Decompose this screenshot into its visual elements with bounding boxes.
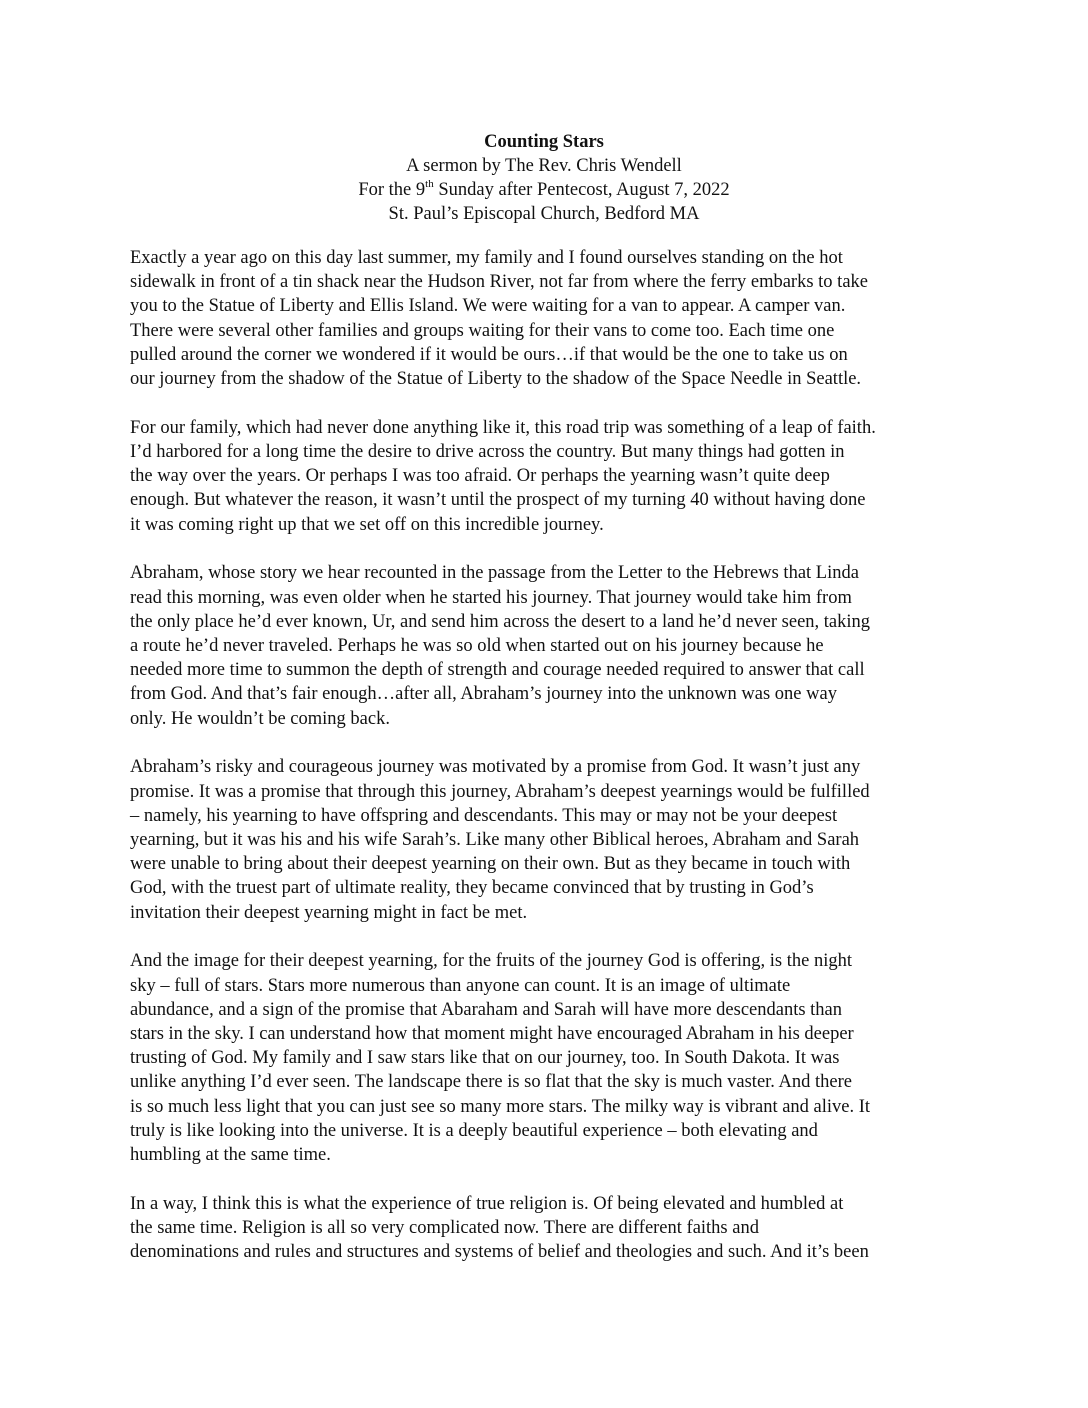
text-line: the same time. Religion is all so very complicated now. There are different faiths and (130, 1218, 759, 1239)
text-line: only. He wouldn’t be coming back. (130, 708, 390, 729)
sermon-occasion (0, 178, 1088, 202)
text-line: the way over the years. Or perhaps I was too afraid. Or perhaps the yearning wasn’t quite deep (130, 466, 830, 487)
text-line: were unable to bring about their deepest yearning on their own. But as they became in touch with (130, 854, 851, 875)
text-line: the only place he’d ever known, Ur, and send him across the desert to a land he’d never seen, taking (130, 611, 871, 632)
paragraph-2 (130, 416, 962, 537)
text-line: you to the Statue of Liberty and Ellis Island. We were waiting for a van to appear. A camper van. (130, 296, 846, 317)
text-line: sidewalk in front of a tin shack near the Hudson River, not far from where the ferry embarks to take (130, 272, 868, 293)
text-line: denominations and rules and structures and systems of belief and theologies and such. And it’s been (130, 1242, 869, 1263)
text-line: yearning, but it was his and his wife Sarah’s. Like many other Biblical heroes, Abraham and Sarah (130, 830, 860, 851)
sermon-body (130, 246, 962, 1264)
text-line: promise. It was a promise that through this journey, Abraham’s deepest yearnings would be fulfilled (130, 781, 870, 802)
text-line: And the image for their deepest yearning, for the fruits of the journey God is offering, is the night (130, 951, 852, 972)
text-line: invitation their deepest yearning might in fact be met. (130, 902, 528, 923)
text-line: In a way, I think this is what the experience of true religion is. Of being elevated and humbled at (130, 1193, 844, 1214)
text-line: read this morning, was even older when he started his journey. That journey would take him from (130, 587, 852, 608)
text-line: humbling at the same time. (130, 1145, 331, 1166)
text-line: Abraham, whose story we hear recounted in the passage from the Letter to the Hebrews that Linda (130, 563, 859, 584)
sermon-header (0, 130, 1088, 226)
text-line: our journey from the shadow of the Statue of Liberty to the shadow of the Space Needle in Seattle. (130, 369, 862, 390)
text-line: Abraham’s risky and courageous journey was motivated by a promise from God. It wasn’t just any (130, 757, 861, 778)
text-line: a route he’d never traveled. Perhaps he was so old when started out on his journey because he (130, 636, 824, 657)
text-line: enough. But whatever the reason, it wasn’t until the prospect of my turning 40 without having done (130, 490, 866, 511)
paragraph-3 (130, 561, 962, 730)
text-line: stars in the sky. I can understand how that moment might have encouraged Abraham in his deeper (130, 1024, 854, 1045)
occasion-suffix: Sunday after Pentecost, August 7, 2022 (433, 180, 730, 200)
sermon-byline: A sermon by The Rev. Chris Wendell (406, 156, 682, 176)
text-line: abundance, and a sign of the promise that Abaraham and Sarah will have more descendants than (130, 999, 843, 1020)
text-line: sky – full of stars. Stars more numerous than anyone can count. It is an image of ultimate (130, 975, 791, 996)
text-line: Exactly a year ago on this day last summer, my family and I found ourselves standing on the hot (130, 248, 843, 268)
text-line: For our family, which had never done anything like it, this road trip was something of a leap of faith. (130, 417, 876, 438)
text-line: pulled around the corner we wondered if it would be ours…if that would be the one to take us on (130, 344, 848, 365)
occasion-prefix: For the 9 (358, 180, 426, 200)
paragraph-1 (130, 246, 962, 391)
text-line: God, with the truest part of ultimate reality, they became convinced that by trusting in God’s (130, 878, 814, 899)
paragraph-4 (130, 755, 962, 924)
text-line: from God. And that’s fair enough…after all, Abraham’s journey into the unknown was one way (130, 684, 837, 705)
text-line: trusting of God. My family and I saw stars like that on our journey, too. In South Dakota. It was (130, 1048, 840, 1069)
text-line: There were several other families and groups waiting for their vans to come too. Each time one (130, 320, 835, 341)
text-line: is so much less light that you can just see so many more stars. The milky way is vibrant and alive. It (130, 1096, 871, 1117)
text-line: – namely, his yearning to have offspring and descendants. This may or may not be your deepest (130, 805, 838, 826)
text-line: unlike anything I’d ever seen. The landscape there is so flat that the sky is much vaster. And there (130, 1072, 852, 1093)
text-line: needed more time to summon the depth of strength and courage needed required to answer that call (130, 660, 865, 681)
text-line: it was coming right up that we set off on this incredible journey. (130, 514, 604, 535)
paragraph-6 (130, 1192, 962, 1265)
sermon-title: Counting Stars (484, 132, 604, 152)
occasion-ordinal-suffix: th (425, 177, 434, 190)
sermon-location: St. Paul’s Episcopal Church, Bedford MA (388, 204, 700, 224)
text-line: truly is like looking into the universe. It is a deeply beautiful experience – both elevating and (130, 1120, 818, 1141)
text-line: I’d harbored for a long time the desire to drive across the country. But many things had gotten in (130, 442, 845, 463)
paragraph-5 (130, 949, 962, 1167)
